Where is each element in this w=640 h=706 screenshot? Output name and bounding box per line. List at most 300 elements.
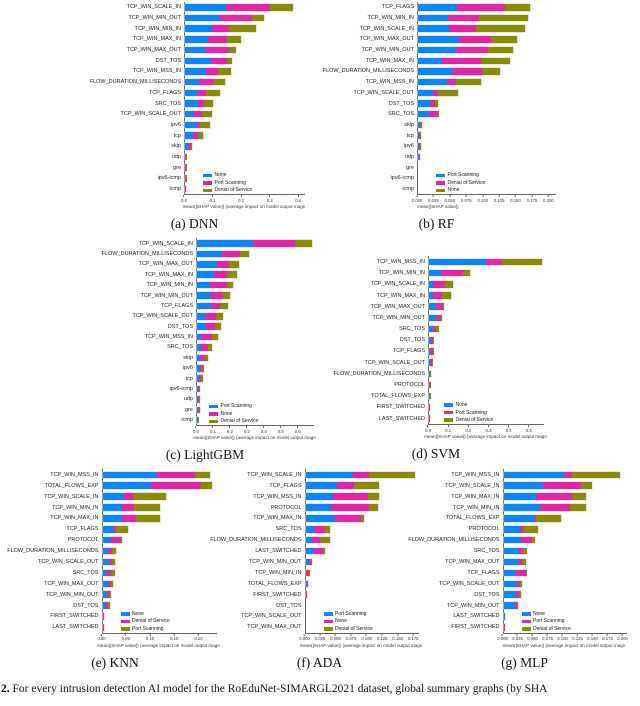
bar-row xyxy=(429,379,544,390)
feature-labels xyxy=(84,2,184,195)
legend-label: Port Scanning xyxy=(132,625,164,632)
feature-label: TCP_FLAGS xyxy=(160,302,193,309)
bar-segment-blue xyxy=(197,303,211,310)
stacked-bar xyxy=(504,559,527,566)
stacked-bar xyxy=(185,132,203,139)
bar-segment-magenta xyxy=(353,472,369,479)
stacked-bar xyxy=(185,25,256,32)
bar-segment-olive xyxy=(517,602,518,609)
feature-label: FIRST_SWITCHED xyxy=(253,591,302,598)
stacked-bar xyxy=(103,515,160,522)
stacked-bar xyxy=(504,504,586,511)
chart-rf xyxy=(317,2,556,232)
x-tick-label: 0.5 xyxy=(277,428,284,434)
legend-label: Denial of Service xyxy=(533,625,571,632)
bar-row xyxy=(197,238,314,248)
bar-segment-blue xyxy=(418,4,457,11)
bar-segment-olive xyxy=(229,47,237,54)
feature-label: tcp xyxy=(173,132,181,139)
bar-segment-olive xyxy=(199,386,200,393)
bar-segment-magenta xyxy=(199,79,214,86)
feature-label: FLOW_DURATION_MILLISECONDS xyxy=(89,79,181,86)
stacked-bar xyxy=(418,68,500,75)
feature-label: TOTAL_FLOWS_EXP xyxy=(44,482,99,489)
x-tick-label: 0.100 xyxy=(557,636,568,642)
x-tick-label: 0.200 xyxy=(543,197,554,203)
bar-segment-blue xyxy=(306,472,353,479)
bar-segment-magenta xyxy=(253,240,295,247)
bar-segment-blue xyxy=(429,303,436,310)
legend-item xyxy=(209,418,258,424)
legend-item xyxy=(324,626,373,632)
feature-labels xyxy=(317,2,417,195)
bar-segment-blue xyxy=(418,15,448,22)
x-axis-label: mean(|SHAP value|) (average impact on model output magn xyxy=(502,642,626,648)
bar-segment-magenta xyxy=(447,79,456,86)
x-tick xyxy=(444,195,455,203)
legend-label: None xyxy=(455,402,468,409)
stacked-bar xyxy=(429,382,430,389)
feature-label: FLOW_DURATION_MILLISECONDS xyxy=(322,68,414,75)
stacked-bar xyxy=(197,355,208,362)
bar-segment-blue xyxy=(103,482,151,489)
bar-segment-blue xyxy=(418,68,452,75)
stacked-bar xyxy=(504,548,527,555)
legend-swatch-blue xyxy=(121,612,130,616)
bar-segment-olive xyxy=(536,515,561,522)
bar-row xyxy=(504,567,627,578)
x-tick-label: 0.075 xyxy=(460,197,472,203)
bar-row xyxy=(504,524,627,535)
bar-row xyxy=(103,557,217,568)
bar-segment-blue xyxy=(103,526,114,533)
bar-segment-olive xyxy=(445,281,453,288)
x-tick xyxy=(425,425,431,433)
bar-row xyxy=(418,88,556,99)
legend-swatch-blue xyxy=(444,403,453,407)
feature-label: SRC_TOS xyxy=(399,326,425,333)
stacked-bar xyxy=(185,100,213,107)
bar-segment-olive xyxy=(570,504,586,511)
feature-label: LAST_SWITCHED xyxy=(453,613,500,620)
bar-row xyxy=(504,589,627,600)
bar-row xyxy=(197,353,314,363)
bar-segment-olive xyxy=(479,15,528,22)
bar-row xyxy=(185,109,305,120)
feature-label: TCP_WIN_MAX_IN xyxy=(144,271,193,278)
stacked-bar xyxy=(418,132,421,139)
feature-label: TCP_WIN_SCALE_OUT xyxy=(353,89,414,96)
legend xyxy=(522,611,571,632)
subplot-caption-rf: (b) RF xyxy=(418,216,455,232)
bar-segment-olive xyxy=(201,482,212,489)
bar-segment-olive xyxy=(220,303,228,310)
stacked-bar xyxy=(429,348,433,355)
bar-segment-magenta xyxy=(565,472,572,479)
legend-label: Port Scanning xyxy=(335,610,367,617)
figure-caption xyxy=(0,683,640,695)
subplot-caption-svm: (d) SVM xyxy=(411,446,461,462)
feature-label: udp xyxy=(183,396,193,403)
x-tick xyxy=(267,195,273,203)
stacked-bar xyxy=(103,504,160,511)
feature-labels xyxy=(408,469,503,633)
feature-label: TCP_WIN_MSS_IN xyxy=(365,79,414,86)
bar-row xyxy=(103,491,217,502)
stacked-bar xyxy=(103,548,116,555)
x-axis-ticks xyxy=(193,426,313,434)
stacked-bar xyxy=(504,602,518,609)
bar-row xyxy=(197,249,314,259)
stacked-bar xyxy=(306,493,380,500)
bar-segment-magenta xyxy=(337,482,354,489)
bar-segment-blue xyxy=(306,515,336,522)
feature-label: tcp xyxy=(185,375,193,382)
x-axis-ticks xyxy=(181,195,304,203)
feature-label: TCP_WIN_MAX_IN xyxy=(376,292,425,299)
stacked-bar xyxy=(429,315,442,322)
subplot-caption-mlp: (g) MLP xyxy=(501,654,548,670)
feature-label: TCP_WIN_SCALE_IN xyxy=(138,240,193,247)
bar-row xyxy=(504,557,627,568)
feature-label: TCP_WIN_MIN_IN xyxy=(52,504,99,511)
feature-label: SRC_TOS xyxy=(167,344,193,351)
bar-segment-magenta xyxy=(436,303,443,310)
legend-swatch-olive xyxy=(121,627,130,631)
bar-row xyxy=(504,480,627,491)
feature-label: icmp xyxy=(402,186,414,193)
bar-segment-magenta xyxy=(222,251,241,258)
bar-segment-magenta xyxy=(211,58,228,65)
feature-label: TCP_WIN_MAX_IN xyxy=(132,36,181,43)
bar-segment-blue xyxy=(306,526,314,533)
chart-lightgbm xyxy=(96,238,314,463)
feature-labels xyxy=(210,469,305,633)
bar-row xyxy=(306,502,419,513)
bar-segment-magenta xyxy=(442,58,481,65)
stacked-bar xyxy=(306,504,379,511)
plot-area-ada xyxy=(210,469,419,642)
bar-segment-olive xyxy=(523,548,527,555)
bar-segment-blue xyxy=(197,323,206,330)
bar-segment-olive xyxy=(223,292,230,299)
feature-label: TCP_WIN_SCALE_OUT xyxy=(120,111,181,118)
bar-row xyxy=(418,98,556,109)
x-axis-ticks xyxy=(425,425,543,433)
legend-swatch-olive xyxy=(522,627,531,631)
bar-segment-olive xyxy=(214,79,225,86)
bar-row xyxy=(418,77,556,88)
bar-segment-magenta xyxy=(449,25,476,32)
x-tick xyxy=(295,195,301,203)
x-tick-label: 0.0 xyxy=(181,197,187,203)
bar-row xyxy=(306,491,419,502)
legend-swatch-magenta xyxy=(209,412,218,416)
bar-segment-magenta xyxy=(536,493,572,500)
feature-label: DST_TOS xyxy=(388,100,414,107)
bar-row xyxy=(197,342,314,352)
bar-segment-blue xyxy=(418,36,459,43)
feature-label: TCP_WIN_MAX_OUT xyxy=(138,261,193,268)
feature-label: FIRST_SWITCHED xyxy=(376,404,425,411)
bar-segment-magenta xyxy=(197,90,206,97)
bar-segment-blue xyxy=(185,90,197,97)
bar-segment-olive xyxy=(227,36,240,43)
stacked-bar xyxy=(504,613,505,620)
bar-row xyxy=(429,256,544,267)
stacked-bar xyxy=(418,100,438,107)
bar-segment-olive xyxy=(311,559,312,566)
x-tick xyxy=(194,634,202,642)
feature-label: TCP_WIN_MAX_OUT xyxy=(445,558,500,565)
x-tick xyxy=(244,426,250,434)
x-tick-label: 0.100 xyxy=(477,197,489,203)
bar-segment-magenta xyxy=(111,537,121,544)
legend-swatch-magenta xyxy=(324,620,333,624)
bar-segment-blue xyxy=(504,537,521,544)
stacked-bar xyxy=(185,15,264,22)
bar-segment-magenta xyxy=(314,526,326,533)
stacked-bar xyxy=(504,472,621,479)
x-tick xyxy=(477,195,488,203)
bar-row xyxy=(197,332,314,342)
legend-swatch-blue xyxy=(436,174,445,178)
stacked-bar xyxy=(429,303,444,310)
bar-segment-olive xyxy=(136,515,160,522)
x-tick xyxy=(227,426,233,434)
bar-segment-blue xyxy=(103,472,157,479)
bar-row xyxy=(185,152,305,163)
bar-segment-magenta xyxy=(448,15,479,22)
bars-column xyxy=(196,238,314,426)
stacked-bar xyxy=(197,386,200,393)
bar-segment-blue xyxy=(504,493,536,500)
stacked-bar xyxy=(504,570,527,577)
stacked-bar xyxy=(306,482,379,489)
x-tick xyxy=(315,634,326,642)
x-tick-label: 0.5 xyxy=(525,427,532,433)
bar-row xyxy=(306,546,419,557)
bar-segment-magenta xyxy=(452,68,483,75)
feature-label: TCP_WIN_MSS_IN xyxy=(253,493,302,500)
bar-segment-magenta xyxy=(122,504,134,511)
bar-segment-olive xyxy=(199,396,200,403)
x-tick xyxy=(97,634,105,642)
stacked-bar xyxy=(197,396,200,403)
bar-segment-magenta xyxy=(211,292,223,299)
feature-label: ipv6 xyxy=(182,365,193,372)
bar-segment-olive xyxy=(476,25,525,32)
stacked-bar xyxy=(306,515,365,522)
feature-label: TCP_WIN_MIN_OUT xyxy=(446,602,500,609)
bar-segment-olive xyxy=(112,559,115,566)
feature-label: udp xyxy=(171,153,181,160)
x-tick-label: 0.0 xyxy=(193,428,199,434)
stacked-bar xyxy=(418,111,438,118)
bar-row xyxy=(504,502,627,513)
bar-segment-magenta xyxy=(214,271,227,278)
bar-segment-blue xyxy=(103,504,123,511)
bar-row xyxy=(306,589,419,600)
stacked-bar xyxy=(185,154,186,161)
bar-row xyxy=(103,513,217,524)
stacked-bar xyxy=(504,482,593,489)
stacked-bar xyxy=(429,371,431,378)
bar-segment-olive xyxy=(109,591,110,598)
bar-row xyxy=(418,2,556,13)
x-axis-label: mean(|SHAP value|) (average impact on model output magn xyxy=(424,434,547,440)
bar-row xyxy=(429,391,544,402)
legend-label: Denial of Service xyxy=(455,417,494,424)
stacked-bar xyxy=(197,251,249,258)
bar-segment-magenta xyxy=(206,68,218,75)
bar-segment-olive xyxy=(240,251,248,258)
x-tick-label: 0.3 xyxy=(243,428,250,434)
legend-label: None xyxy=(132,610,144,617)
chart-knn xyxy=(7,469,220,670)
legend xyxy=(209,403,258,424)
x-tick xyxy=(278,426,284,434)
bar-segment-olive xyxy=(229,25,256,32)
bar-row xyxy=(197,301,314,311)
bar-segment-blue xyxy=(504,548,520,555)
feature-label: ipv6-icmp xyxy=(169,386,193,393)
bar-segment-olive xyxy=(482,68,500,75)
bar-segment-magenta xyxy=(312,537,319,544)
bar-segment-olive xyxy=(456,79,481,86)
stacked-bar xyxy=(185,143,192,150)
stacked-bar xyxy=(103,559,116,566)
bar-row xyxy=(504,513,627,524)
legend-label: None xyxy=(335,618,347,625)
legend-label: None xyxy=(447,187,460,194)
feature-labels xyxy=(328,256,428,425)
bar-segment-blue xyxy=(185,25,212,32)
feature-label: TCP_WIN_MAX_IN xyxy=(365,57,414,64)
stacked-bar xyxy=(418,15,528,22)
bars-column xyxy=(417,2,556,195)
feature-label: SRC_TOS xyxy=(388,111,414,118)
feature-label: PROTOCOL xyxy=(394,382,425,389)
bar-segment-blue xyxy=(185,111,194,118)
x-tick xyxy=(572,634,583,642)
stacked-bar xyxy=(306,537,331,544)
bar-segment-olive xyxy=(519,591,521,598)
bar-segment-blue xyxy=(429,259,486,266)
bar-row xyxy=(185,23,305,34)
x-tick xyxy=(261,426,267,434)
x-tick xyxy=(238,195,244,203)
bar-segment-magenta xyxy=(516,570,526,577)
stacked-bar xyxy=(504,537,536,544)
bar-segment-olive xyxy=(463,270,469,277)
feature-label: icmp xyxy=(181,417,193,424)
bar-segment-olive xyxy=(208,344,212,351)
x-axis-ticks xyxy=(97,634,216,642)
bar-segment-olive xyxy=(227,58,232,65)
stacked-bar xyxy=(306,570,310,577)
x-tick xyxy=(497,634,508,642)
bar-segment-magenta xyxy=(206,323,215,330)
bar-row xyxy=(185,66,305,77)
bar-row xyxy=(306,480,419,491)
bar-segment-olive xyxy=(133,493,166,500)
x-tick xyxy=(526,425,532,433)
x-tick xyxy=(465,425,471,433)
feature-label: TCP_WIN_MAX_IN xyxy=(253,515,302,522)
legend-swatch-magenta xyxy=(444,411,453,415)
x-tick-label: 0.125 xyxy=(493,197,505,203)
bar-row xyxy=(185,98,305,109)
feature-label: TCP_WIN_MIN_OUT xyxy=(248,558,302,565)
stacked-bar xyxy=(306,472,416,479)
bar-segment-olive xyxy=(320,537,331,544)
bar-segment-magenta xyxy=(208,36,227,43)
x-tick xyxy=(445,425,451,433)
stacked-bar xyxy=(185,164,186,171)
bar-row xyxy=(429,335,544,346)
bar-segment-magenta xyxy=(335,515,360,522)
feature-label: TCP_WIN_SCALE_IN xyxy=(359,25,414,32)
legend-label: Port Scanning xyxy=(220,403,252,410)
feature-label: FLOW_DURATION_MILLISECONDS xyxy=(408,537,500,544)
feature-label: FLOW_DURATION_MILLISECONDS xyxy=(210,537,302,544)
legend-label: Denial of Service xyxy=(447,179,486,186)
bar-row xyxy=(197,373,314,383)
feature-label: TCP_FLAGS xyxy=(66,526,99,533)
stacked-bar xyxy=(103,602,111,609)
feature-label: TCP_WIN_SCALE_IN xyxy=(445,482,500,489)
bar-row xyxy=(418,13,556,24)
legend-swatch-olive xyxy=(444,418,453,422)
x-tick xyxy=(486,425,492,433)
bar-segment-olive xyxy=(502,259,543,266)
bar-segment-magenta xyxy=(540,504,571,511)
bar-segment-olive xyxy=(191,143,192,150)
x-tick-label: 0.10 xyxy=(145,636,155,642)
legend-label: Denial of Service xyxy=(335,625,373,632)
plot-grid xyxy=(328,256,544,425)
stacked-bar xyxy=(197,282,233,289)
chart-ada xyxy=(210,469,423,670)
x-tick xyxy=(542,634,553,642)
x-tick-label: 0.075 xyxy=(345,636,357,642)
feature-label: TCP_WIN_MIN_OUT xyxy=(128,15,181,22)
x-tick xyxy=(210,195,216,203)
legend-swatch-olive xyxy=(209,420,218,424)
bar-segment-blue xyxy=(185,122,197,129)
feature-label: TCP_WIN_MAX_OUT xyxy=(359,36,414,43)
bar-row xyxy=(418,45,556,56)
feature-label: TCP_WIN_SCALE_IN xyxy=(247,471,302,478)
x-tick xyxy=(210,426,216,434)
stacked-bar xyxy=(185,68,231,75)
bar-segment-olive xyxy=(491,36,517,43)
bar-segment-olive xyxy=(443,303,444,310)
x-tick-label: 0.00 xyxy=(97,636,106,642)
x-tick-label: 0.3 xyxy=(266,197,273,203)
bar-segment-blue xyxy=(185,58,211,65)
bar-segment-olive xyxy=(488,47,513,54)
legend-swatch-olive xyxy=(324,627,333,631)
charts-row-1 xyxy=(0,2,640,232)
x-tick xyxy=(510,195,521,203)
bar-segment-olive xyxy=(421,122,422,129)
stacked-bar xyxy=(429,326,439,333)
stacked-bar xyxy=(197,344,212,351)
feature-label: TCP_WIN_MIN_IN xyxy=(146,282,193,289)
x-tick-label: 0.175 xyxy=(526,197,538,203)
